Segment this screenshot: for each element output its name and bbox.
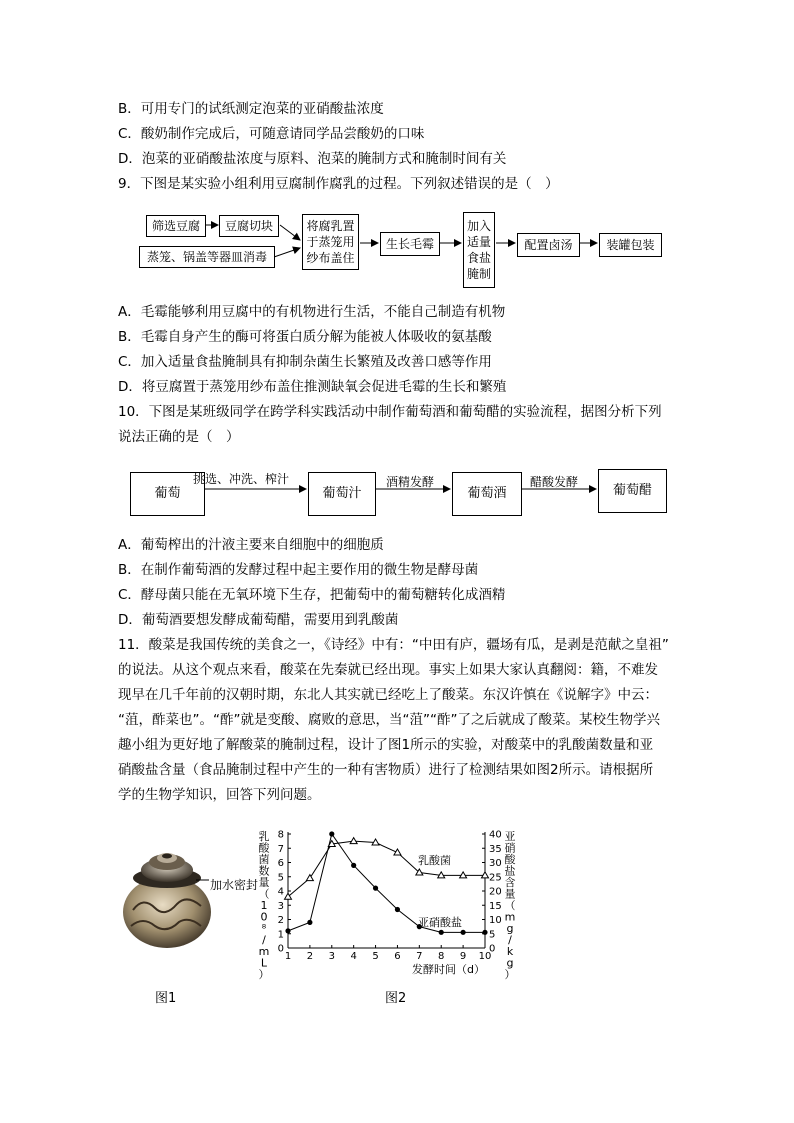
q11-line-1: 11．酸菜是我国传统的美食之一，《诗经》中有：“中田有庐，疆场有瓜，是剥是范献之皇祖”	[118, 637, 669, 653]
q9-option-c: C．加入适量食盐腌制具有抑制杂菌生长繁殖及改善口感等作用	[118, 354, 492, 370]
q9-option-a: A．毛霉能够利用豆腐中的有机物进行生活，不能自己制造有机物	[118, 304, 506, 320]
flow-sterilize: 蒸笼、锅盖等器皿消毒	[139, 246, 275, 268]
x-tick-label: 4	[350, 951, 357, 962]
q11-line-6: 硝酸盐含量（食品腌制过程中产生的一种有害物质）进行了检测结果如图2所示。请根据所	[118, 762, 654, 778]
y-left-tick-label: 8	[277, 829, 284, 841]
flow-salt: 加入适量食盐腌制	[463, 212, 495, 288]
q10-stem-1: 10．下图是某班级同学在跨学科实践活动中制作葡萄酒和葡萄醋的实验流程，据图分析下列	[118, 404, 662, 420]
y-right-tick-label: 15	[489, 900, 502, 912]
y-left-tick-label: 1	[277, 929, 284, 941]
flow-place: 将腐乳置于蒸笼用纱布盖住	[302, 214, 359, 270]
x-tick-label: 6	[394, 951, 401, 962]
y-right-tick-label: 40	[489, 829, 502, 841]
triangle-marker	[350, 838, 357, 844]
q9-option-b: B．毛霉自身产生的酶可将蛋白质分解为能被人体吸收的氨基酸	[118, 329, 492, 345]
y-left-tick-label: 6	[277, 858, 284, 869]
circle-marker	[307, 920, 312, 925]
x-tick-label: 5	[372, 951, 379, 962]
circle-marker	[373, 886, 378, 891]
y-left-tick-label: 4	[277, 886, 284, 898]
x-tick-label: 1	[284, 951, 292, 962]
q10-option-d: D．葡萄酒要想发酵成葡萄醋，需要用到乳酸菌	[118, 612, 399, 628]
q10-option-a: A．葡萄榨出的汁液主要来自细胞中的细胞质	[118, 537, 384, 553]
q11-line-5: 趣小组为更好地了解酸菜的腌制过程，设计了图1所示的实验，对酸菜中的乳酸菌数量和亚	[118, 737, 654, 753]
circle-marker	[461, 930, 466, 935]
y-right-tick-label: 30	[489, 858, 502, 869]
y-left-tick-label: 7	[277, 843, 284, 855]
flow-step3-label: 醋酸发酵	[530, 475, 579, 489]
q11-line-3: 现早在几千年前的汉朝时期，东北人其实就已经吃上了酸菜。东汉许慎在《说解字》中云：	[118, 687, 658, 703]
y-right-tick-label: 25	[489, 872, 502, 884]
series-label-nitrite: 亚硝酸盐	[418, 916, 462, 929]
triangle-marker	[306, 875, 313, 881]
q9-stem: 9．下图是某实验小组利用豆腐制作腐乳的过程。下列叙述错误的是（ ）	[118, 176, 559, 192]
y-left-tick-label: 3	[277, 900, 284, 912]
circle-marker	[395, 907, 400, 912]
q11-line-2: 的说法。从这个观点来看，酸菜在先秦就已经出现。事实上如果大家认真翻阅：籍，不难发	[118, 662, 658, 678]
y-left-tick-label: 5	[277, 872, 284, 884]
series-label-lactobacillus: 乳酸菌	[418, 854, 451, 867]
fig1-annotation: 加水密封	[210, 878, 259, 892]
y-right-tick-label: 5	[489, 929, 496, 941]
q11-line-4: “菹，酢菜也”。“酢”就是变酸、腐败的意思，当“菹”“酢”了之后就成了酸菜。某校生物学兴	[118, 712, 660, 728]
pickle-jar-illustration	[115, 840, 225, 950]
flow-cut-tofu: 豆腐切块	[219, 215, 279, 237]
series-line	[288, 841, 485, 897]
x-axis-label: 发酵时间（d）	[412, 963, 485, 976]
y-right-tick-label: 0	[489, 943, 496, 955]
fig1-label: 图1	[155, 991, 177, 1006]
flow-brine: 配置卤汤	[517, 233, 580, 257]
x-tick-label: 7	[416, 951, 423, 962]
fig2-label: 图2	[385, 991, 407, 1006]
y-left-tick-label: 0	[277, 943, 284, 955]
flow-juice: 葡萄汁	[308, 472, 376, 516]
q11-line-7: 学的生物学知识，回答下列问题。	[118, 787, 321, 803]
x-tick-label: 2	[306, 951, 314, 962]
y-right-tick-label: 10	[489, 915, 502, 926]
flow-grow: 生长毛霉	[380, 232, 440, 256]
y-left-tick-label: 2	[277, 915, 284, 926]
y-left-axis-label: 乳酸菌数量（ 1 0 ⁸ / m L ）	[258, 830, 270, 981]
flow-step2-label: 酒精发酵	[386, 475, 435, 489]
option-d-top: D．泡菜的亚硝酸盐浓度与原料、泡菜的腌制方式和腌制时间有关	[118, 151, 507, 167]
y-right-tick-label: 35	[489, 843, 502, 855]
flow-vinegar: 葡萄醋	[598, 469, 667, 513]
circle-marker	[439, 930, 444, 935]
x-tick-label: 3	[328, 951, 335, 962]
option-c-top: C．酸奶制作完成后，可随意请同学品尝酸奶的口味	[118, 126, 425, 142]
flow-grape: 葡萄	[130, 472, 205, 516]
flow-select-tofu: 筛选豆腐	[146, 215, 206, 237]
circle-marker	[329, 831, 334, 836]
fig2-chart	[255, 826, 520, 981]
annotation-pointer	[196, 874, 210, 886]
option-b-top: B．可用专门的试纸测定泡菜的亚硝酸盐浓度	[118, 101, 384, 117]
circle-marker	[351, 863, 356, 868]
x-tick-label: 10	[478, 951, 492, 962]
q9-option-d: D．将豆腐置于蒸笼用纱布盖住推测缺氧会促进毛霉的生长和繁殖	[118, 379, 507, 395]
x-tick-label: 9	[459, 951, 467, 962]
circle-marker	[285, 928, 290, 933]
y-right-axis-label: 亚硝酸盐含量（ m g / k g ）	[504, 830, 516, 981]
x-tick-label: 8	[438, 951, 445, 962]
triangle-marker	[394, 849, 401, 855]
flow-step1-label: 挑选、冲洗、榨汁	[193, 472, 290, 486]
flow-pack: 装罐包装	[599, 233, 662, 257]
flow-wine: 葡萄酒	[452, 472, 522, 516]
circle-marker	[482, 930, 487, 935]
q10-option-b: B．在制作葡萄酒的发酵过程中起主要作用的微生物是酵母菌	[118, 562, 479, 578]
q10-stem-2: 说法正确的是（ ）	[118, 429, 240, 445]
q10-option-c: C．酵母菌只能在无氧环境下生存，把葡萄中的葡萄糖转化成酒精	[118, 587, 506, 603]
y-right-tick-label: 20	[489, 886, 502, 898]
